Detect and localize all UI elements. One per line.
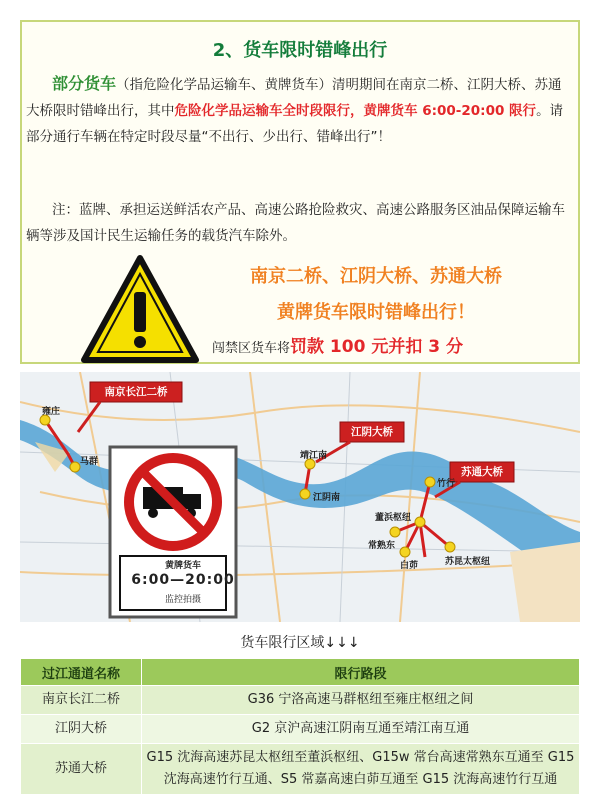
paragraph-note: [26, 197, 574, 249]
para1-text2: 。请部分通行车辆在特定时段尽量“不出行、少出行、错峰出行”！: [26, 103, 564, 145]
node-label: 雍庄: [42, 407, 61, 417]
map-graphic: [20, 372, 580, 622]
note-text: 注：蓝牌、承担运送鲜活农产品、高速公路抢险救灾、高速公路服务区油品保障运输车辆等涉及国计民生运输任务的载货汽车除外。: [26, 202, 565, 244]
callout-sutong: 苏通大桥: [461, 466, 503, 478]
table-row: [21, 744, 580, 795]
node-label: 竹行: [437, 479, 456, 489]
sign-text-2: 6:00—20:00: [131, 572, 235, 588]
header-route: 限行路段: [142, 659, 580, 686]
header-channel: 过江通道名称: [21, 659, 142, 686]
restriction-table: [20, 658, 580, 795]
fine-text: [212, 332, 463, 357]
para1-highlight: 危险化学品运输车全时段限行，黄牌货车 6:00-20:00 限行: [174, 103, 537, 119]
warning-triangle-icon: [80, 254, 200, 366]
banner-line1: 南京二桥、江阴大桥、苏通大桥: [250, 266, 502, 287]
cell-route: G36 宁洛高速马群枢纽至雍庄枢纽之间: [142, 686, 580, 715]
cell-name: 苏通大桥: [21, 744, 142, 795]
cell-name: 江阴大桥: [21, 715, 142, 744]
table-header-row: [21, 659, 580, 686]
node-label: 靖江南: [300, 451, 328, 461]
fine-emphasis: 罚款 100 元并扣 3 分: [290, 337, 464, 357]
fine-prefix: 闯禁区货车将: [212, 341, 291, 356]
table-caption: 货车限行区域↓↓↓: [240, 635, 360, 651]
node-label: 苏昆太枢纽: [445, 557, 491, 567]
node-label: 董浜枢纽: [375, 513, 412, 523]
node-label: 白茆: [400, 561, 419, 571]
section-title: 2、货车限时错峰出行: [212, 40, 388, 61]
banner-line2: 黄牌货车限时错峰出行！: [277, 302, 475, 323]
table-row: [21, 715, 580, 744]
node-label: 常熟东: [368, 541, 396, 551]
cell-route: G15 沈海高速苏昆太枢纽至董浜枢纽、G15w 常台高速常熟东互通至 G15 沈海高速竹行互通、S5 常嘉高速白茆互通至 G15 沈海高速竹行互通: [142, 744, 580, 795]
callout-jiangyin: 江阴大桥: [351, 426, 393, 438]
node-label: 马群: [80, 457, 99, 467]
cell-name: 南京长江二桥: [21, 686, 142, 715]
sign-text-3: 监控拍摄: [164, 595, 201, 605]
cell-route: G2 京沪高速江阴南互通至靖江南互通: [142, 715, 580, 744]
callout-nanjing: 南京长江二桥: [104, 386, 168, 398]
table-row: [21, 686, 580, 715]
para1-text1: （指危险化学品运输车、黄牌货车）清明期间在南京二桥、江阴大桥、苏通大桥限时错峰出行，其中: [26, 77, 562, 119]
route-map: [20, 372, 580, 622]
paragraph-restriction: [26, 71, 574, 150]
node-label: 江阴南: [313, 493, 341, 503]
sign-text-1: 黄牌货车: [164, 561, 201, 571]
lead-text: 部分货车: [52, 74, 117, 93]
